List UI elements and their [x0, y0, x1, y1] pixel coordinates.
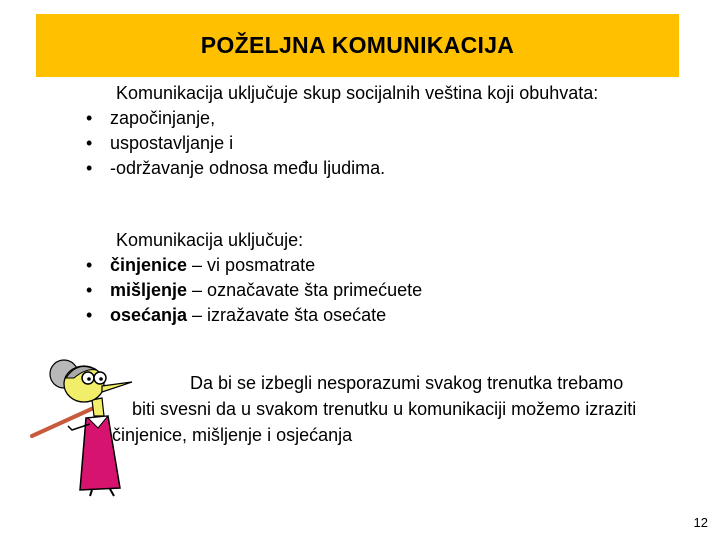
- bullet: •: [86, 255, 93, 275]
- list-item: [80, 253, 422, 278]
- list-item-text: – vi posmatrate: [187, 255, 316, 275]
- list-item-text: započinjanje,: [110, 108, 216, 128]
- list-item-text: uspostavljanje i: [110, 133, 234, 153]
- bullet: •: [86, 280, 93, 300]
- components-section: [80, 228, 422, 328]
- list-item-text: – izražavate šta osećate: [187, 305, 387, 325]
- closing-line: biti svesni da u svakom trenutku u komunikaciji možemo izraziti: [132, 399, 637, 419]
- title-bar: [36, 14, 679, 77]
- list-item: [80, 303, 422, 328]
- bullet: •: [86, 108, 93, 128]
- components-intro: Komunikacija uključuje:: [116, 230, 304, 250]
- list-item: [80, 106, 598, 131]
- bullet: •: [86, 158, 93, 178]
- closing-line: činjenice, mišljenje i osjećanja: [112, 425, 353, 445]
- list-item: [80, 278, 422, 303]
- list-item: [80, 156, 598, 181]
- list-item-term: osećanja: [110, 305, 188, 325]
- closing-line: Da bi se izbegli nesporazumi svakog trenutka trebamo: [190, 373, 624, 393]
- bullet: •: [86, 305, 93, 325]
- skills-intro: Komunikacija uključuje skup socijalnih veština koji obuhvata:: [116, 83, 599, 103]
- slide-title: POŽELJNA KOMUNIKACIJA: [200, 32, 515, 58]
- bullet: •: [86, 133, 93, 153]
- page-number: 12: [693, 515, 708, 530]
- list-item: [80, 131, 598, 156]
- list-item-term: činjenice: [110, 255, 188, 275]
- list-item-term: mišljenje: [110, 280, 188, 300]
- skills-section: [80, 81, 598, 181]
- list-item-text: -održavanje odnosa među ljudima.: [110, 158, 386, 178]
- closing-paragraph: [112, 370, 702, 448]
- list-item-text: – označavate šta primećuete: [187, 280, 423, 300]
